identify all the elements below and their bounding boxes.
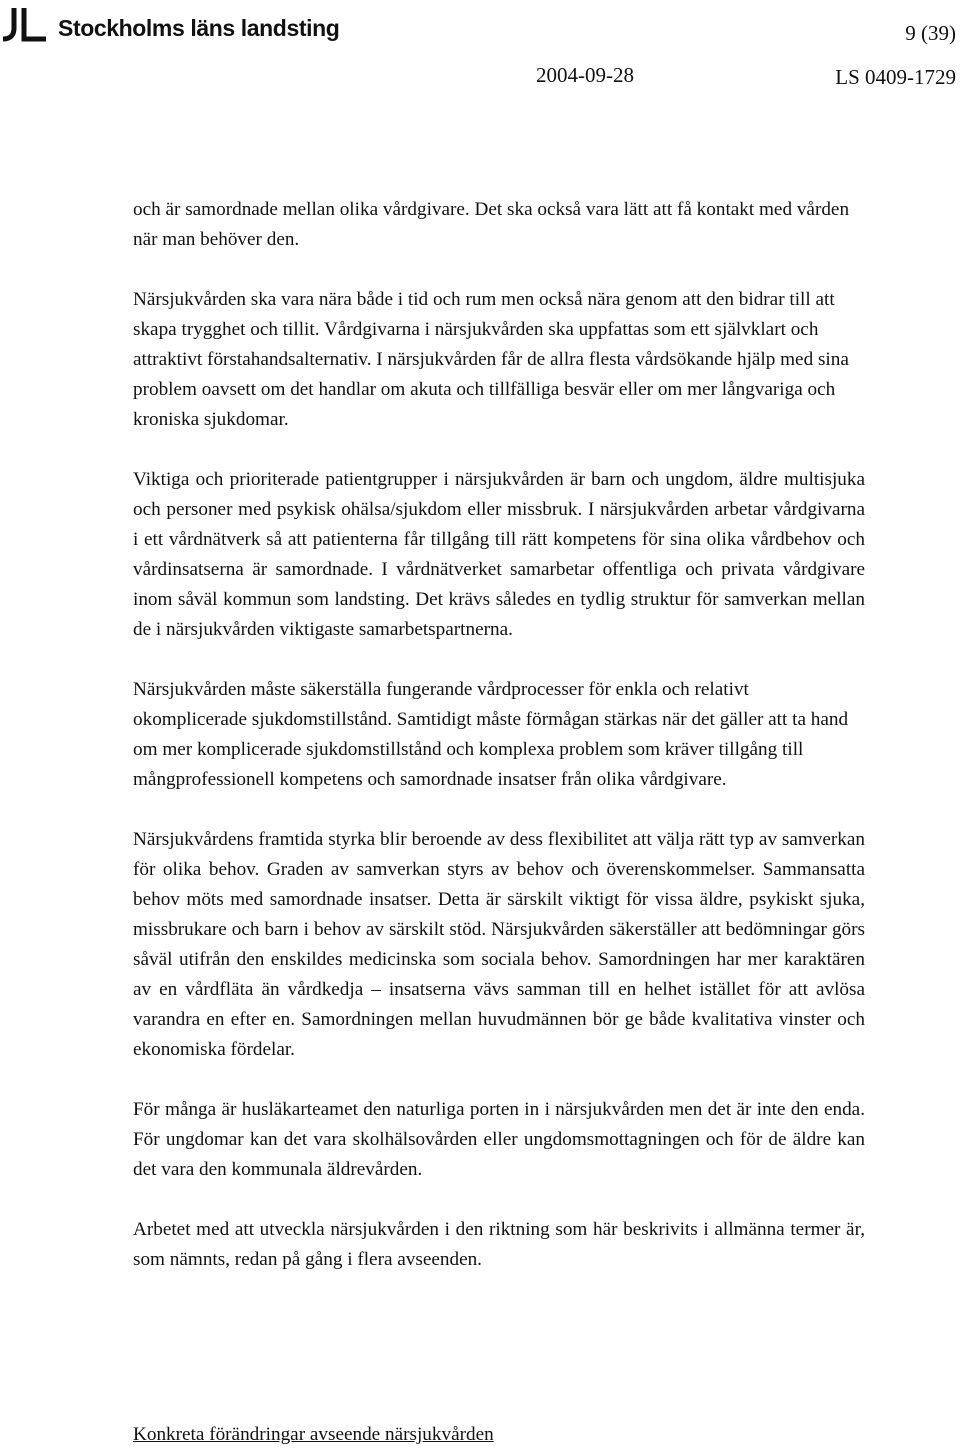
- document-date: 2004-09-28: [536, 63, 634, 87]
- document-id: LS 0409-1729: [835, 65, 956, 89]
- document-body: [133, 195, 865, 1305]
- paragraph: Arbetet med att utveckla närsjukvården i den riktning som här beskrivits i allmänna termer är, som nämnts, redan på gång i flera avseenden.: [133, 1219, 865, 1270]
- paragraph: Närsjukvården ska vara nära både i tid och rum men också nära genom att den bidrar till att skapa trygghet och tillit. Vårdgivarna i närsjukvården ska uppfattas som ett självklart och attraktivt förstahandsalternativ. I närsjukvården får de allra flesta vårdsökande hjälp med sina problem oavsett om det handlar om akuta och tillfälliga besvär eller om mer långvariga och kroniska sjukdomar.: [133, 289, 849, 430]
- paragraph: För många är husläkarteamet den naturliga porten in i närsjukvården men det är inte den enda. För ungdomar kan det vara skolhälsovården eller ungdomsmottagningen och för de äldre kan det vara den kommunala äldrevården.: [133, 1099, 865, 1180]
- paragraph: Viktiga och prioriterade patientgrupper i närsjukvården är barn och ungdom, äldre multisjuka och personer med psykisk ohälsa/sjukdom eller missbruk. I närsjukvården arbetar vårdgivarna i ett vårdnätverk så att patienterna får tillgång till rätt kompetens för sina olika vårdbehov och vårdinsatserna är samordnade. I vårdnätverket samarbetar offentliga och privata vårdgivare inom såväl kommun som landsting. Det krävs således en tydlig struktur för samverkan mellan de i närsjukvården viktigaste samarbetspartnerna.: [133, 469, 865, 640]
- paragraph: Närsjukvårdens framtida styrka blir beroende av dess flexibilitet att välja rätt typ av samverkan för olika behov. Graden av samverkan styrs av behov och överenskommelser. Sammansatta behov möts med samordnade insatser. Detta är särskilt viktigt för vissa äldre, psykiskt sjuka, missbrukare och barn i behov av särskilt stöd. Närsjukvården säkerställer att bedömningar görs såväl utifrån den enskildes medicinska som sociala behov. Samordningen har mer karaktären av en vårdfläta än vårdkedja – insatserna vävs samman till en helhet istället för att avlösa varandra en efter en. Samordningen mellan huvudmännen bör ge både kvalitativa vinster och ekonomiska fördelar.: [133, 829, 865, 1060]
- org-logo: [0, 6, 339, 46]
- org-name: Stockholms läns landsting: [58, 14, 340, 41]
- page-number: 9 (39): [905, 21, 956, 45]
- sll-logo-icon: [0, 6, 50, 46]
- paragraph: Närsjukvården måste säkerställa fungerande vårdprocesser för enkla och relativt okomplicerade sjukdomstillstånd. Samtidigt måste förmågan stärkas när det gäller att ta hand om mer komplicerade sjukdomstillstånd och komplexa problem som kräver tillgång till mångprofessionell kompetens och samordnade insatser från olika vårdgivare.: [133, 679, 849, 790]
- section-heading: Konkreta förändringar avseende närsjukvården: [133, 1424, 494, 1445]
- paragraph: och är samordnade mellan olika vårdgivare. Det ska också vara lätt att få kontakt med vården när man behöver den.: [133, 199, 850, 250]
